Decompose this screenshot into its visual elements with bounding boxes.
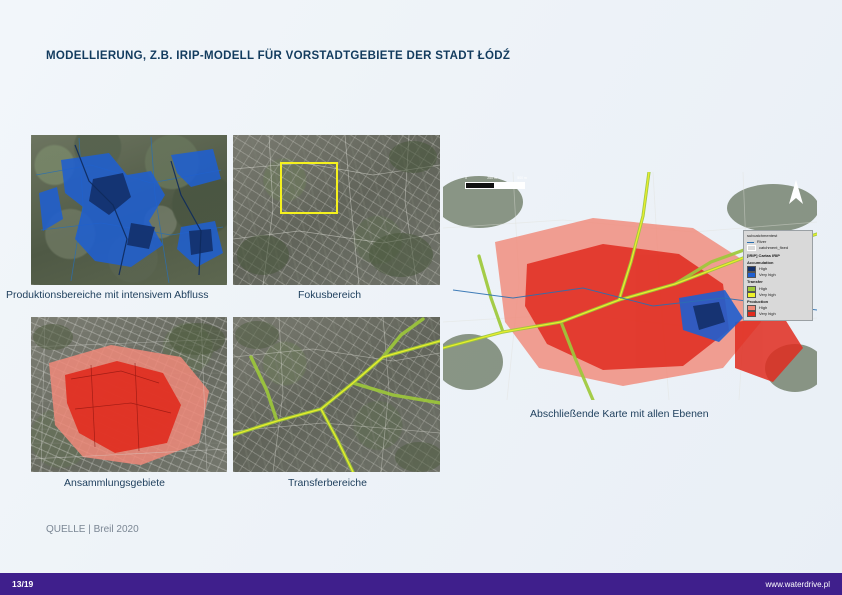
scalebar-tick-1: 250 m [487,176,497,180]
panel-transfer-image [233,317,440,472]
scalebar-segment-light [495,182,525,189]
legend-item-accumulation-veryhigh [747,272,809,278]
transfer-overlay [233,317,440,472]
legend-label: River [757,239,767,245]
legend-label: Very high [759,311,776,317]
river-line-swatch [747,242,754,243]
panel-accumulation-image [31,317,227,472]
legend-label: High [759,265,768,271]
legend-label: High [759,285,768,291]
panel-final-map-image [443,172,817,400]
caption-focus: Fokusbereich [298,289,362,301]
map-legend [743,230,813,321]
color-swatch [747,266,756,272]
color-swatch [747,272,756,278]
legend-group-production: Production [747,298,769,304]
legend-item-transfer-veryhigh [747,292,809,298]
page-title: MODELLIERUNG, Z.B. IRIP-MODELL FÜR VORSTADTGEBIETE DER STADT ŁÓDŹ [46,50,511,62]
focus-area-highlight-box [280,162,338,214]
page-number: 13/19 [12,579,34,589]
accumulation-overlay [31,317,227,472]
north-arrow-icon [787,180,805,206]
footer-website[interactable]: www.waterdrive.pl [765,579,830,589]
color-swatch [747,292,756,298]
scalebar-tick-0: 0 [465,176,467,180]
legend-item-catchment [747,245,809,251]
color-swatch [747,286,756,292]
caption-production: Produktionsbereiche mit intensivem Abfluss [6,289,209,301]
color-swatch [747,311,756,317]
left-edge-bar [0,0,9,573]
source-note: QUELLE | Breil 2020 [46,524,139,535]
catchment-swatch [747,245,756,251]
legend-item-production-veryhigh [747,311,809,317]
panel-focus-image [233,135,440,285]
legend-title: subcatchmentest [747,233,778,238]
scalebar-ticks [465,176,527,180]
color-swatch [747,305,756,311]
scalebar-tick-2: 500 m [517,176,527,180]
caption-transfer: Transferbereiche [288,477,367,489]
legend-label: Very high [759,291,776,297]
production-overlay [31,135,227,285]
legend-group-accumulation: Accumulation [747,259,774,265]
slide-footer [0,573,842,595]
legend-label: High [759,305,768,311]
legend-label: catchment_fixed [759,245,789,251]
panel-production-image [31,135,227,285]
caption-final-map: Abschließende Karte mit allen Ebenen [530,408,709,420]
caption-accumulation: Ansammlungsgebiete [64,477,165,489]
legend-section-title: [IRIP] Cartas IRIP [747,252,780,258]
legend-label: Very high [759,272,776,278]
legend-group-transfer: Transfer [747,279,763,285]
scalebar-segment-dark [465,182,495,189]
scalebar [465,182,525,189]
